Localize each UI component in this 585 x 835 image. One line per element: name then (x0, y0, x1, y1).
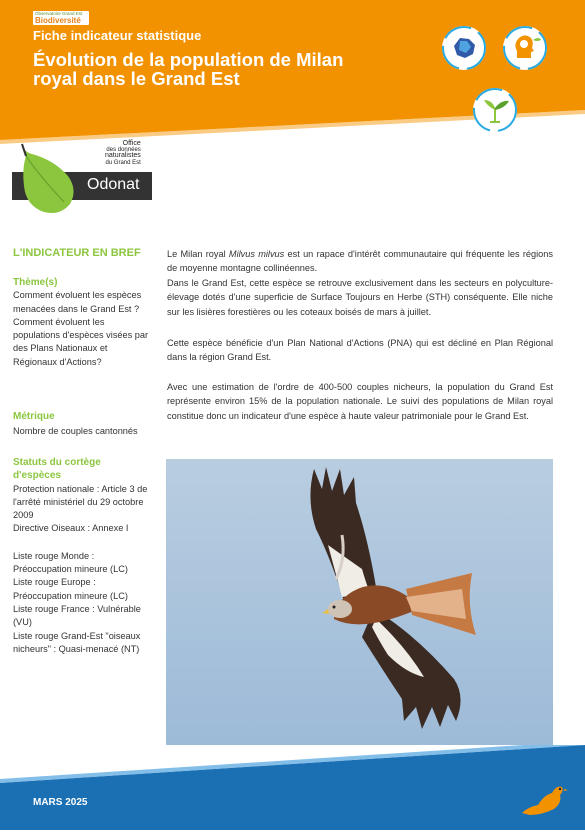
red-list-line: Liste rouge France : Vulnérable (13, 603, 141, 614)
status-line: l'arrêté ministériel du 29 octobre (13, 496, 144, 507)
theme-line: Comment évoluent les (13, 316, 105, 327)
theme-line: Comment évoluent les espèces (13, 290, 142, 301)
footer-banner (0, 745, 585, 830)
odonat-tagline-line1: Office (122, 140, 141, 147)
fiche-label: Fiche indicateur statistique (33, 28, 202, 43)
status-heading-line2: d'espèces (13, 470, 61, 482)
head-icon (503, 26, 547, 70)
map-icon (442, 26, 486, 70)
intro-paragraph (167, 247, 553, 276)
red-list-line: Liste rouge Europe : (13, 577, 96, 588)
odonat-tagline (105, 141, 141, 166)
status-line: Protection nationale : Article 3 de (13, 483, 148, 494)
odonat-name: Odonat (87, 176, 140, 193)
observatory-logo (33, 11, 89, 25)
red-list-line: (VU) (13, 617, 32, 628)
leaf-icon (14, 142, 84, 218)
publication-date: MARS 2025 (33, 797, 88, 808)
observatory-logo-line2: Biodiversité (35, 16, 81, 25)
odonat-tagline-line2: des données (106, 147, 141, 154)
status-heading-line1: Statuts du cortège (13, 457, 101, 468)
page-title (33, 50, 433, 88)
brief-title: L'INDICATEUR EN BREF (13, 247, 141, 259)
status-line: Directive Oiseaux : Annexe I (13, 523, 129, 534)
population-paragraph: Avec une estimation de l'ordre de 400-500 couples nicheurs, la population du Grand Est représente environ 15% de la population nationale. Le suivi des populations de Milan royal constitue donc un indicateur d'une espèce à haute valeur patrimoniale pour le Grand Est. (167, 382, 553, 421)
observatory-logo-line1: Observatoire Grand Est (35, 11, 83, 16)
theme-line: des Plans Nationaux et (13, 343, 108, 354)
theme-line: populations d'espèces visées par (13, 330, 149, 341)
metric-heading: Métrique (13, 411, 55, 422)
odonat-tagline-line4: du Grand Est (105, 159, 141, 166)
status-section (13, 456, 158, 656)
plant-icon (473, 88, 517, 132)
odonat-tagline-line3: naturalistes (105, 152, 141, 160)
red-list-line: Liste rouge Monde : (13, 550, 95, 561)
red-list-line: nicheurs" : Quasi-menacé (NT) (13, 643, 140, 654)
page-title-line2: royal dans le Grand Est (33, 68, 240, 89)
intro-text: Le Milan royal (167, 249, 229, 259)
species-name: Milvus milvus (228, 249, 285, 259)
habitat-paragraph: Dans le Grand Est, cette espèce se retrouve exclusivement dans les secteurs en polyculture-élevage dotés d'une superficie de Surface Toujours en Herbe (STH) conséquente. Elle niche sur les lisières forestières ou les coteaux boisés de mars à juillet. (167, 278, 553, 317)
intro-text-end: est un rapace d'intérêt communautaire qui fréquente les régions de moyenne montagne collinéennes. (167, 249, 553, 274)
red-kite-photo (166, 459, 553, 745)
status-line: 2009 (13, 510, 34, 521)
theme-section (13, 276, 158, 369)
metric-text: Nombre de couples cantonnés (13, 426, 138, 437)
bird-icon (518, 777, 568, 817)
red-list-line: Préoccupation mineure (LC) (13, 564, 128, 575)
red-list-line: Préoccupation mineure (LC) (13, 590, 128, 601)
theme-heading: Thème(s) (13, 277, 58, 288)
red-list-line: Liste rouge Grand-Est "oiseaux (13, 630, 141, 641)
page-title-line1: Évolution de la population de Milan (33, 49, 344, 70)
pna-paragraph: Cette espèce bénéficie d'un Plan National d'Actions (PNA) qui est décliné en Plan Régional dans la région Grand Est. (167, 338, 553, 363)
metric-section (13, 410, 158, 439)
theme-line: menacées dans le Grand Est ? (13, 303, 140, 314)
theme-line: Régionaux d'Actions? (13, 356, 102, 367)
